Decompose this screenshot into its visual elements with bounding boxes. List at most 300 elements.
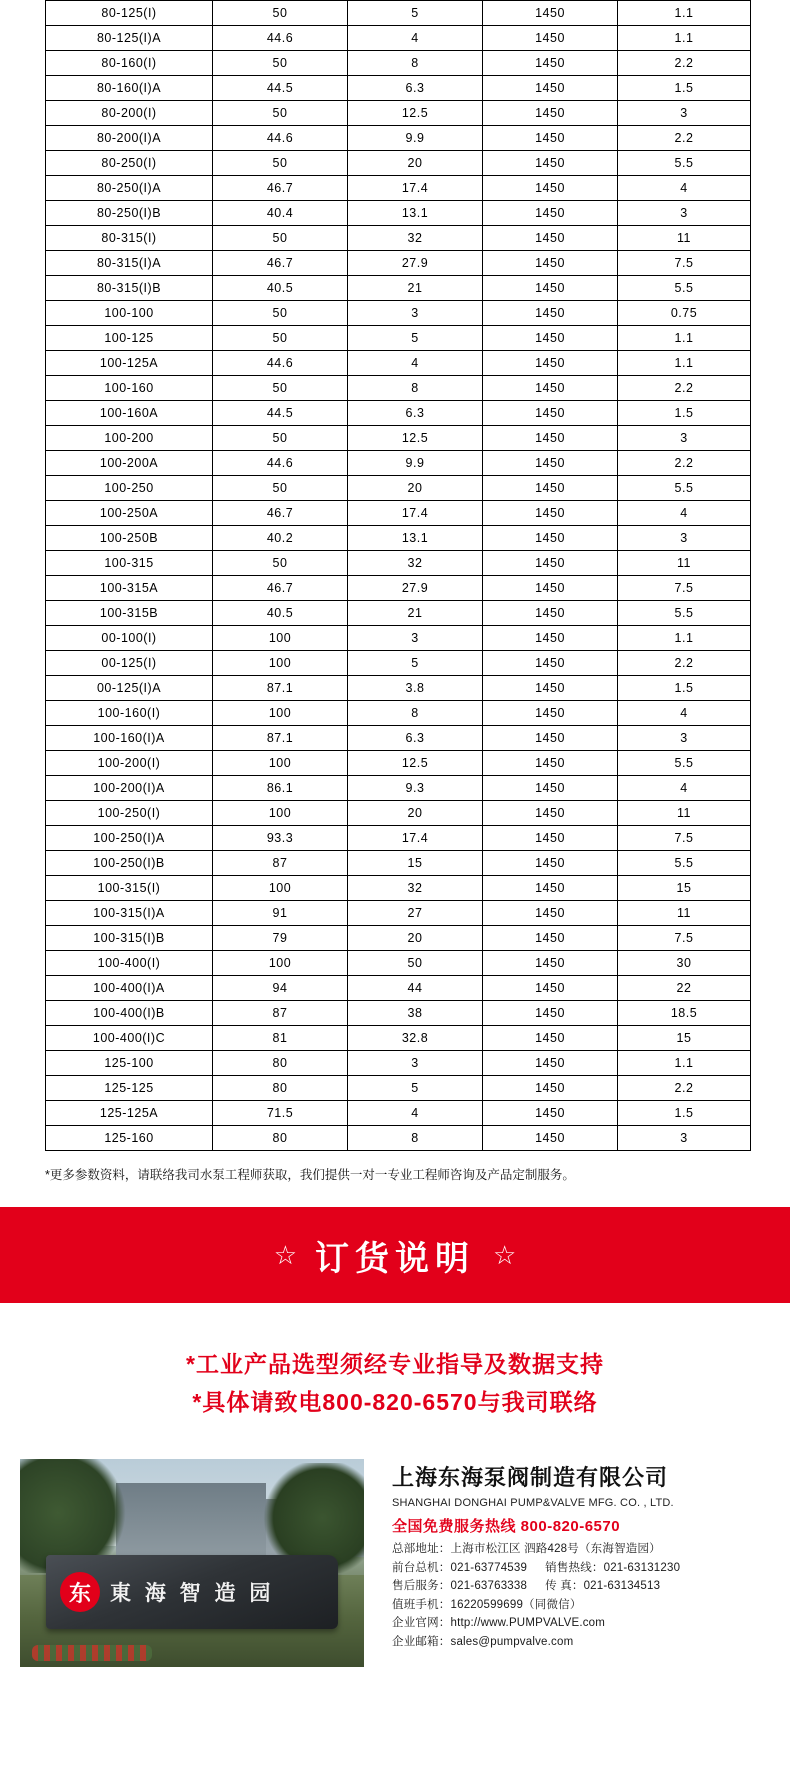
table-cell: 1.1	[618, 1051, 751, 1076]
table-cell: 46.7	[213, 501, 348, 526]
table-cell: 71.5	[213, 1101, 348, 1126]
table-cell: 12.5	[348, 426, 483, 451]
table-row	[46, 1101, 751, 1126]
table-cell: 40.5	[213, 601, 348, 626]
table-cell: 3	[618, 526, 751, 551]
table-cell: 1450	[483, 701, 618, 726]
table-row	[46, 1001, 751, 1026]
table-cell: 7.5	[618, 826, 751, 851]
table-cell: 1450	[483, 476, 618, 501]
table-cell: 50	[213, 426, 348, 451]
table-cell: 00-125(I)	[46, 651, 213, 676]
table-row	[46, 1126, 751, 1151]
table-cell: 6.3	[348, 76, 483, 101]
table-footnote: *更多参数资料，请联络我司水泵工程师获取，我们提供一对一专业工程师咨询及产品定制服务。	[45, 1168, 575, 1182]
table-cell: 5	[348, 326, 483, 351]
company-name-en: SHANGHAI DONGHAI PUMP&VALVE MFG. CO. , LTD.	[392, 1497, 674, 1509]
table-cell: 100	[213, 651, 348, 676]
table-cell: 100-250(I)A	[46, 826, 213, 851]
table-cell: 80-160(I)	[46, 51, 213, 76]
table-cell: 3.8	[348, 676, 483, 701]
table-cell: 17.4	[348, 501, 483, 526]
table-cell: 40.2	[213, 526, 348, 551]
table-cell: 2.2	[618, 376, 751, 401]
table-cell: 1.5	[618, 401, 751, 426]
table-row	[46, 926, 751, 951]
table-cell: 21	[348, 276, 483, 301]
table-cell: 13.1	[348, 201, 483, 226]
table-cell: 1450	[483, 601, 618, 626]
table-cell: 1.1	[618, 1, 751, 26]
table-cell: 44	[348, 976, 483, 1001]
table-cell: 17.4	[348, 176, 483, 201]
table-cell: 4	[618, 176, 751, 201]
table-cell: 46.7	[213, 576, 348, 601]
company-email: 企业邮箱：sales@pumpvalve.com	[392, 1635, 574, 1648]
table-cell: 1450	[483, 101, 618, 126]
table-cell: 93.3	[213, 826, 348, 851]
table-cell: 2.2	[618, 126, 751, 151]
photo-flowerbed	[32, 1645, 152, 1661]
table-cell: 100-315A	[46, 576, 213, 601]
table-cell: 1450	[483, 176, 618, 201]
table-cell: 40.5	[213, 276, 348, 301]
table-cell: 1.1	[618, 326, 751, 351]
table-row	[46, 301, 751, 326]
duty-mobile: 值班手机：16220599699（同微信）	[392, 1598, 582, 1611]
table-cell: 3	[348, 626, 483, 651]
table-cell: 50	[213, 51, 348, 76]
table-cell: 1450	[483, 51, 618, 76]
table-cell: 1450	[483, 226, 618, 251]
table-cell: 100-200(I)A	[46, 776, 213, 801]
table-cell: 1450	[483, 901, 618, 926]
table-cell: 7.5	[618, 251, 751, 276]
table-cell: 4	[618, 701, 751, 726]
table-cell: 1450	[483, 1076, 618, 1101]
donghai-logo-icon: 东	[60, 1572, 100, 1612]
table-row	[46, 976, 751, 1001]
table-cell: 32	[348, 876, 483, 901]
table-cell: 2.2	[618, 51, 751, 76]
table-cell: 5.5	[618, 751, 751, 776]
table-cell: 22	[618, 976, 751, 1001]
table-cell: 1.1	[618, 26, 751, 51]
table-cell: 4	[618, 501, 751, 526]
table-cell: 100-315(I)B	[46, 926, 213, 951]
table-cell: 12.5	[348, 101, 483, 126]
table-cell: 50	[213, 376, 348, 401]
table-cell: 9.9	[348, 451, 483, 476]
table-row	[46, 551, 751, 576]
table-cell: 1450	[483, 401, 618, 426]
table-row	[46, 276, 751, 301]
table-row	[46, 901, 751, 926]
company-website: 企业官网：http://www.PUMPVALVE.com	[392, 1617, 606, 1629]
table-cell: 11	[618, 901, 751, 926]
star-right-icon: ☆	[493, 1240, 517, 1270]
table-row	[46, 351, 751, 376]
table-cell: 38	[348, 1001, 483, 1026]
table-cell: 80-200(I)	[46, 101, 213, 126]
table-row	[46, 426, 751, 451]
table-row	[46, 801, 751, 826]
banner-inner	[274, 1231, 517, 1280]
company-name-cn: 上海东海泵阀制造有限公司	[392, 1465, 669, 1490]
photo-building-left	[116, 1483, 266, 1557]
table-cell: 9.3	[348, 776, 483, 801]
table-cell: 1450	[483, 1026, 618, 1051]
table-cell: 1450	[483, 26, 618, 51]
table-cell: 20	[348, 151, 483, 176]
table-cell: 100-160A	[46, 401, 213, 426]
table-cell: 100-250(I)B	[46, 851, 213, 876]
table-cell: 11	[618, 551, 751, 576]
table-cell: 1450	[483, 126, 618, 151]
table-cell: 3	[618, 1126, 751, 1151]
table-cell: 100-250(I)	[46, 801, 213, 826]
table-cell: 20	[348, 801, 483, 826]
table-cell: 1450	[483, 526, 618, 551]
table-cell: 50	[213, 101, 348, 126]
table-cell: 3	[618, 201, 751, 226]
table-cell: 1450	[483, 626, 618, 651]
table-cell: 100	[213, 701, 348, 726]
table-cell: 1450	[483, 276, 618, 301]
table-cell: 5.5	[618, 601, 751, 626]
table-cell: 100	[213, 876, 348, 901]
table-cell: 32.8	[348, 1026, 483, 1051]
table-cell: 1.5	[618, 1101, 751, 1126]
company-phone-row	[392, 1559, 680, 1578]
table-row	[46, 126, 751, 151]
table-cell: 1450	[483, 326, 618, 351]
table-cell: 21	[348, 601, 483, 626]
table-cell: 100-125A	[46, 351, 213, 376]
table-cell: 50	[348, 951, 483, 976]
table-cell: 100-315(I)	[46, 876, 213, 901]
table-cell: 100-400(I)A	[46, 976, 213, 1001]
table-cell: 100-200A	[46, 451, 213, 476]
table-row	[46, 701, 751, 726]
table-cell: 50	[213, 551, 348, 576]
table-cell: 1450	[483, 426, 618, 451]
table-row	[46, 851, 751, 876]
table-cell: 125-160	[46, 1126, 213, 1151]
table-cell: 80	[213, 1076, 348, 1101]
table-row	[46, 101, 751, 126]
table-cell: 1.1	[618, 626, 751, 651]
table-row	[46, 651, 751, 676]
table-cell: 1450	[483, 651, 618, 676]
table-row	[46, 951, 751, 976]
table-cell: 8	[348, 701, 483, 726]
table-cell: 5	[348, 1, 483, 26]
table-cell: 1450	[483, 826, 618, 851]
table-cell: 3	[348, 301, 483, 326]
after-sales-phone: 售后服务：021-63763338	[392, 1580, 528, 1592]
table-cell: 100-160(I)	[46, 701, 213, 726]
table-cell: 100	[213, 751, 348, 776]
table-cell: 1450	[483, 551, 618, 576]
table-cell: 8	[348, 1126, 483, 1151]
table-cell: 44.6	[213, 451, 348, 476]
pump-spec-table	[45, 0, 751, 1151]
table-cell: 6.3	[348, 726, 483, 751]
table-cell: 1450	[483, 1101, 618, 1126]
spec-table-body	[46, 1, 751, 1151]
table-cell: 81	[213, 1026, 348, 1051]
table-row	[46, 451, 751, 476]
table-cell: 87	[213, 851, 348, 876]
table-row	[46, 776, 751, 801]
table-cell: 5	[348, 651, 483, 676]
company-address: 总部地址：上海市松江区 泗路428号（东海智造园）	[392, 1543, 661, 1555]
table-cell: 100-200	[46, 426, 213, 451]
table-cell: 100-400(I)C	[46, 1026, 213, 1051]
table-cell: 94	[213, 976, 348, 1001]
notice-line-1: *工业产品选型须经专业指导及数据支持	[186, 1351, 604, 1377]
table-cell: 1450	[483, 576, 618, 601]
table-cell: 87.1	[213, 726, 348, 751]
table-cell: 3	[618, 426, 751, 451]
table-cell: 15	[618, 876, 751, 901]
table-row	[46, 601, 751, 626]
table-cell: 1450	[483, 201, 618, 226]
table-cell: 1450	[483, 776, 618, 801]
table-row	[46, 26, 751, 51]
table-row	[46, 226, 751, 251]
table-row	[46, 1076, 751, 1101]
table-row	[46, 726, 751, 751]
table-cell: 100-315(I)A	[46, 901, 213, 926]
table-cell: 20	[348, 476, 483, 501]
table-cell: 44.5	[213, 76, 348, 101]
table-cell: 87.1	[213, 676, 348, 701]
table-row	[46, 576, 751, 601]
table-cell: 15	[618, 1026, 751, 1051]
table-row	[46, 251, 751, 276]
table-cell: 79	[213, 926, 348, 951]
table-cell: 27.9	[348, 251, 483, 276]
table-cell: 1450	[483, 301, 618, 326]
table-cell: 100-200(I)	[46, 751, 213, 776]
table-cell: 46.7	[213, 251, 348, 276]
table-cell: 50	[213, 476, 348, 501]
table-row	[46, 326, 751, 351]
table-cell: 13.1	[348, 526, 483, 551]
table-cell: 1.5	[618, 76, 751, 101]
order-notice	[0, 1303, 790, 1459]
table-cell: 100-160	[46, 376, 213, 401]
table-cell: 11	[618, 226, 751, 251]
table-cell: 7.5	[618, 926, 751, 951]
table-row	[46, 76, 751, 101]
table-cell: 50	[213, 1, 348, 26]
table-cell: 100-125	[46, 326, 213, 351]
table-cell: 80-250(I)B	[46, 201, 213, 226]
table-row	[46, 826, 751, 851]
table-cell: 80-250(I)A	[46, 176, 213, 201]
table-cell: 1450	[483, 801, 618, 826]
table-cell: 50	[213, 226, 348, 251]
table-cell: 1450	[483, 851, 618, 876]
table-cell: 5.5	[618, 151, 751, 176]
table-cell: 80-125(I)	[46, 1, 213, 26]
table-row	[46, 151, 751, 176]
table-cell: 1450	[483, 751, 618, 776]
table-cell: 1450	[483, 76, 618, 101]
table-cell: 50	[213, 301, 348, 326]
table-cell: 80-315(I)A	[46, 251, 213, 276]
table-cell: 1450	[483, 726, 618, 751]
table-cell: 80-200(I)A	[46, 126, 213, 151]
table-row	[46, 751, 751, 776]
table-cell: 100	[213, 951, 348, 976]
table-cell: 100-400(I)	[46, 951, 213, 976]
table-cell: 27.9	[348, 576, 483, 601]
table-cell: 100-250A	[46, 501, 213, 526]
table-cell: 32	[348, 551, 483, 576]
stone-sign-text: 東 海 智 造 园	[110, 1582, 275, 1605]
table-cell: 50	[213, 151, 348, 176]
table-cell: 6.3	[348, 401, 483, 426]
table-cell: 8	[348, 51, 483, 76]
table-cell: 9.9	[348, 126, 483, 151]
table-cell: 1450	[483, 151, 618, 176]
table-cell: 125-100	[46, 1051, 213, 1076]
front-desk-phone: 前台总机：021-63774539	[392, 1561, 528, 1574]
table-cell: 1450	[483, 376, 618, 401]
table-row	[46, 876, 751, 901]
table-cell: 5.5	[618, 276, 751, 301]
table-row	[46, 201, 751, 226]
table-cell: 44.6	[213, 351, 348, 376]
table-row	[46, 526, 751, 551]
table-cell: 11	[618, 801, 751, 826]
table-cell: 1450	[483, 976, 618, 1001]
table-cell: 18.5	[618, 1001, 751, 1026]
table-cell: 100	[213, 626, 348, 651]
table-cell: 00-100(I)	[46, 626, 213, 651]
table-row	[46, 476, 751, 501]
table-row	[46, 376, 751, 401]
company-info	[364, 1459, 680, 1651]
table-cell: 50	[213, 326, 348, 351]
company-footer	[0, 1459, 790, 1693]
table-cell: 125-125	[46, 1076, 213, 1101]
table-cell: 7.5	[618, 576, 751, 601]
company-service-row	[392, 1577, 680, 1596]
company-fax: 传 真：021-63134513	[545, 1580, 661, 1592]
table-cell: 100-400(I)B	[46, 1001, 213, 1026]
table-cell: 100	[213, 801, 348, 826]
table-cell: 3	[348, 1051, 483, 1076]
table-cell: 80-250(I)	[46, 151, 213, 176]
table-cell: 20	[348, 926, 483, 951]
table-cell: 100-315	[46, 551, 213, 576]
table-cell: 2.2	[618, 651, 751, 676]
table-cell: 27	[348, 901, 483, 926]
table-cell: 80	[213, 1051, 348, 1076]
table-cell: 100-250B	[46, 526, 213, 551]
table-cell: 17.4	[348, 826, 483, 851]
table-cell: 1450	[483, 1126, 618, 1151]
factory-photo	[20, 1459, 364, 1667]
table-cell: 91	[213, 901, 348, 926]
table-cell: 1450	[483, 926, 618, 951]
table-cell: 4	[348, 351, 483, 376]
star-left-icon: ☆	[273, 1240, 297, 1270]
table-cell: 1450	[483, 1001, 618, 1026]
table-cell: 100-160(I)A	[46, 726, 213, 751]
table-cell: 1450	[483, 501, 618, 526]
table-cell: 1450	[483, 1051, 618, 1076]
sales-phone: 销售热线：021-63131230	[545, 1561, 681, 1574]
table-cell: 100-315B	[46, 601, 213, 626]
table-cell: 100-250	[46, 476, 213, 501]
service-hotline: 全国免费服务热线 800-820-6570	[392, 1518, 621, 1535]
table-row	[46, 676, 751, 701]
table-cell: 4	[618, 776, 751, 801]
table-cell: 15	[348, 851, 483, 876]
table-cell: 46.7	[213, 176, 348, 201]
table-cell: 4	[348, 1101, 483, 1126]
table-cell: 80-315(I)B	[46, 276, 213, 301]
notice-line-2: *具体请致电800-820-6570与我司联络	[192, 1389, 598, 1415]
table-cell: 100-100	[46, 301, 213, 326]
table-cell: 1450	[483, 251, 618, 276]
table-cell: 32	[348, 226, 483, 251]
table-cell: 1450	[483, 951, 618, 976]
table-cell: 1450	[483, 676, 618, 701]
table-cell: 12.5	[348, 751, 483, 776]
table-cell: 86.1	[213, 776, 348, 801]
table-cell: 80-160(I)A	[46, 76, 213, 101]
table-cell: 00-125(I)A	[46, 676, 213, 701]
table-cell: 125-125A	[46, 1101, 213, 1126]
table-cell: 44.6	[213, 26, 348, 51]
table-cell: 3	[618, 726, 751, 751]
table-cell: 8	[348, 376, 483, 401]
table-cell: 80-315(I)	[46, 226, 213, 251]
table-cell: 80-125(I)A	[46, 26, 213, 51]
table-cell: 3	[618, 101, 751, 126]
photo-stone-sign	[46, 1555, 338, 1629]
table-row	[46, 176, 751, 201]
table-cell: 1450	[483, 451, 618, 476]
banner-title: 订货说明	[315, 1239, 475, 1278]
table-row	[46, 51, 751, 76]
table-cell: 44.6	[213, 126, 348, 151]
table-row	[46, 1051, 751, 1076]
table-row	[46, 1026, 751, 1051]
table-cell: 87	[213, 1001, 348, 1026]
table-cell: 1.1	[618, 351, 751, 376]
table-row	[46, 1, 751, 26]
table-row	[46, 501, 751, 526]
table-cell: 1450	[483, 351, 618, 376]
table-cell: 2.2	[618, 451, 751, 476]
table-cell: 0.75	[618, 301, 751, 326]
table-cell: 5.5	[618, 476, 751, 501]
table-cell: 1450	[483, 876, 618, 901]
order-instructions-banner	[0, 1207, 790, 1303]
table-cell: 5	[348, 1076, 483, 1101]
table-cell: 4	[348, 26, 483, 51]
table-cell: 5.5	[618, 851, 751, 876]
table-row	[46, 626, 751, 651]
